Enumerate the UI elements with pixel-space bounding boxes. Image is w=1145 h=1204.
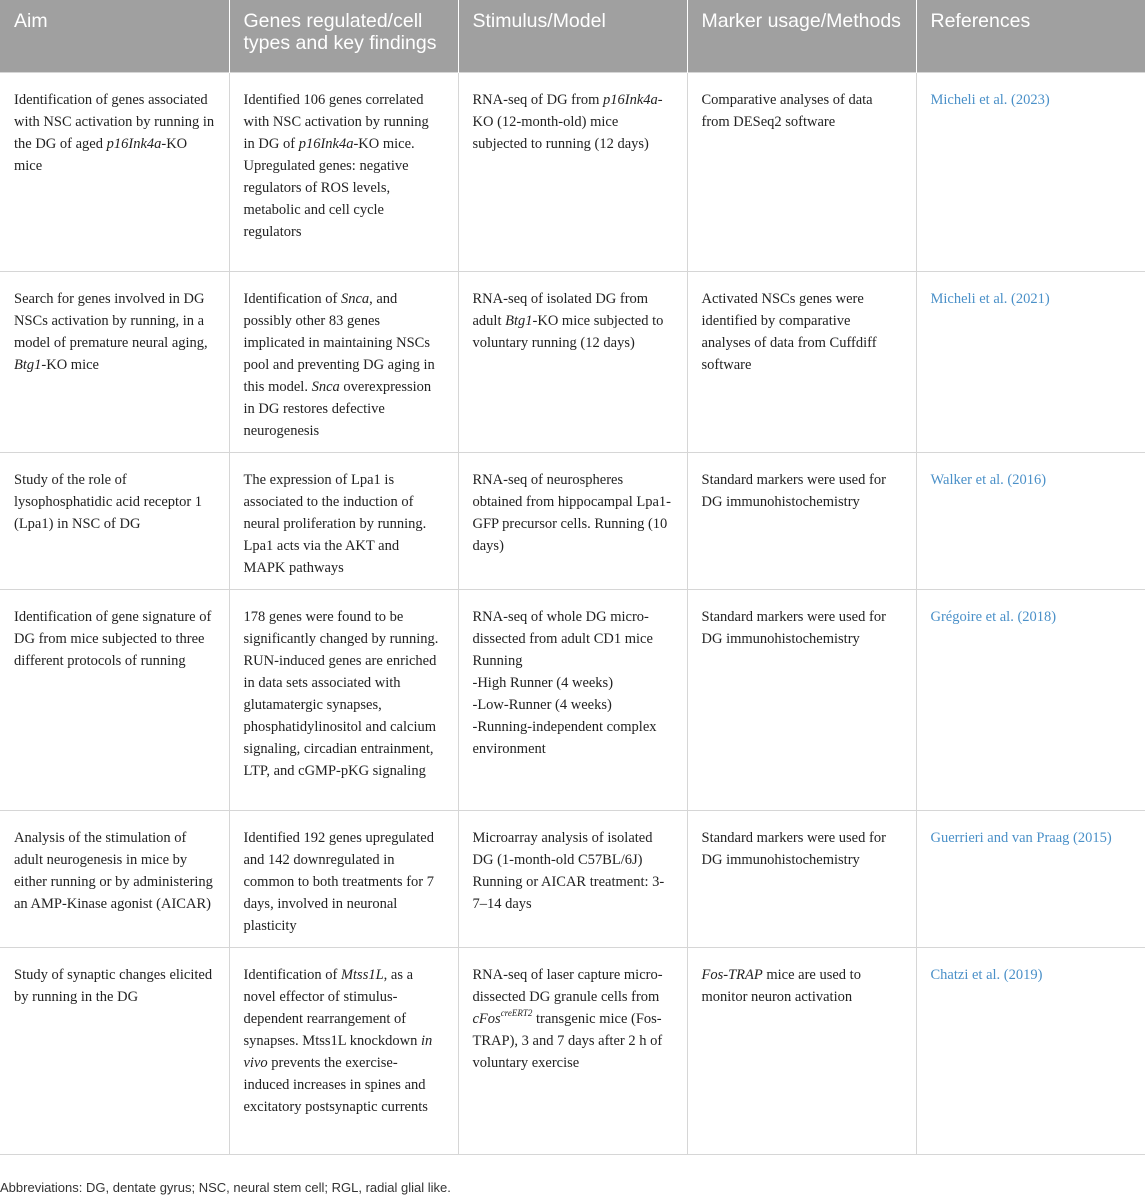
stimulus-cell	[458, 589, 687, 810]
reference-link[interactable]: Grégoire et al. (2018)	[930, 608, 1057, 625]
reference-cell	[916, 72, 1145, 271]
stimulus-line: -High Runner (4 weeks)	[472, 674, 614, 691]
reference-link[interactable]: Guerrieri and van Praag (2015)	[930, 829, 1112, 846]
aim-cell: Identification of gene signature of DG from mice subjected to three different protocols of running	[0, 589, 229, 810]
marker-cell: Standard markers were used for DG immunohistochemistry	[687, 810, 916, 947]
genes-cell: The expression of Lpa1 is associated to the induction of neural proliferation by running. Lpa1 acts via the AKT and MAPK pathways	[229, 452, 458, 589]
reference-link[interactable]: Micheli et al. (2021)	[930, 290, 1050, 307]
table-row	[0, 452, 1145, 589]
stimulus-cell	[458, 810, 687, 947]
reference-link[interactable]: Chatzi et al. (2019)	[930, 966, 1043, 983]
stimulus-line: Microarray analysis of isolated DG (1-month-old C57BL/6J)	[472, 829, 653, 868]
header-references: References	[916, 0, 1145, 72]
marker-cell: Fos-TRAP mice are used to monitor neuron activation	[687, 947, 916, 1154]
header-aim: Aim	[0, 0, 229, 72]
table-row	[0, 271, 1145, 452]
aim-cell: Analysis of the stimulation of adult neurogenesis in mice by either running or by administering an AMP-Kinase agonist (AICAR)	[0, 810, 229, 947]
header-genes: Genes regulated/cell types and key findings	[229, 0, 458, 72]
aim-cell: Search for genes involved in DG NSCs activation by running, in a model of premature neural aging, Btg1-KO mice	[0, 271, 229, 452]
genes-cell: Identified 106 genes correlated with NSC activation by running in DG of p16Ink4a-KO mice. Upregulated genes: negative regulators of ROS levels, metabolic and cell cycle regulators	[229, 72, 458, 271]
genes-cell: Identified 192 genes upregulated and 142 downregulated in common to both treatments for 7 days, involved in neuronal plasticity	[229, 810, 458, 947]
stimulus-line: Running	[472, 652, 523, 669]
header-marker: Marker usage/Methods	[687, 0, 916, 72]
reference-cell	[916, 271, 1145, 452]
stimulus-cell: RNA-seq of isolated DG from adult Btg1-KO mice subjected to voluntary running (12 days)	[458, 271, 687, 452]
aim-cell: Study of synaptic changes elicited by running in the DG	[0, 947, 229, 1154]
marker-cell: Standard markers were used for DG immunohistochemistry	[687, 589, 916, 810]
stimulus-line: RNA-seq of whole DG micro-dissected from adult CD1 mice	[472, 608, 653, 647]
header-stimulus: Stimulus/Model	[458, 0, 687, 72]
table-row	[0, 72, 1145, 271]
stimulus-line: Running or AICAR treatment: 3- 7–14 days	[472, 873, 665, 912]
aim-cell: Identification of genes associated with NSC activation by running in the DG of aged p16Ink4a-KO mice	[0, 72, 229, 271]
reference-link[interactable]: Walker et al. (2016)	[930, 471, 1047, 488]
reference-cell	[916, 452, 1145, 589]
stimulus-line: -Low-Runner (4 weeks)	[472, 696, 612, 713]
table-row	[0, 947, 1145, 1154]
genes-cell: Identification of Mtss1L, as a novel effector of stimulus-dependent rearrangement of synapses. Mtss1L knockdown in vivo prevents the exercise-induced increases in spines and excitatory postsynaptic currents	[229, 947, 458, 1154]
stimulus-cell: RNA-seq of DG from p16Ink4a-KO (12-month-old) mice subjected to running (12 days)	[458, 72, 687, 271]
aim-cell: Study of the role of lysophosphatidic acid receptor 1 (Lpa1) in NSC of DG	[0, 452, 229, 589]
reference-cell	[916, 589, 1145, 810]
reference-link[interactable]: Micheli et al. (2023)	[930, 91, 1050, 108]
reference-cell	[916, 810, 1145, 947]
footnote: Abbreviations: DG, dentate gyrus; NSC, neural stem cell; RGL, radial glial like.	[0, 1180, 451, 1195]
reference-cell	[916, 947, 1145, 1154]
stimulus-cell: RNA-seq of neurospheres obtained from hippocampal Lpa1-GFP precursor cells. Running (10 days)	[458, 452, 687, 589]
marker-cell: Activated NSCs genes were identified by comparative analyses of data from Cuffdiff software	[687, 271, 916, 452]
stimulus-cell: RNA-seq of laser capture micro-dissected DG granule cells from cFos$^{creERT2}$ transgenic mice (Fos-TRAP), 3 and 7 days after 2 h of voluntary exercise	[458, 947, 687, 1154]
genes-cell: 178 genes were found to be significantly changed by running. RUN-induced genes are enriched in data sets associated with glutamatergic synapses, phosphatidylinositol and calcium signaling, circadian entrainment, LTP, and cGMP-pKG signaling	[229, 589, 458, 810]
genes-cell: Identification of Snca, and possibly other 83 genes implicated in maintaining NSCs pool and preventing DG aging in this model. Snca overexpression in DG restores defective neurogenesis	[229, 271, 458, 452]
marker-cell: Standard markers were used for DG immunohistochemistry	[687, 452, 916, 589]
header-row	[0, 0, 1145, 72]
stimulus-line: -Running-independent complex environment	[472, 718, 657, 757]
table-row	[0, 810, 1145, 947]
table-row	[0, 589, 1145, 810]
marker-cell: Comparative analyses of data from DESeq2 software	[687, 72, 916, 271]
